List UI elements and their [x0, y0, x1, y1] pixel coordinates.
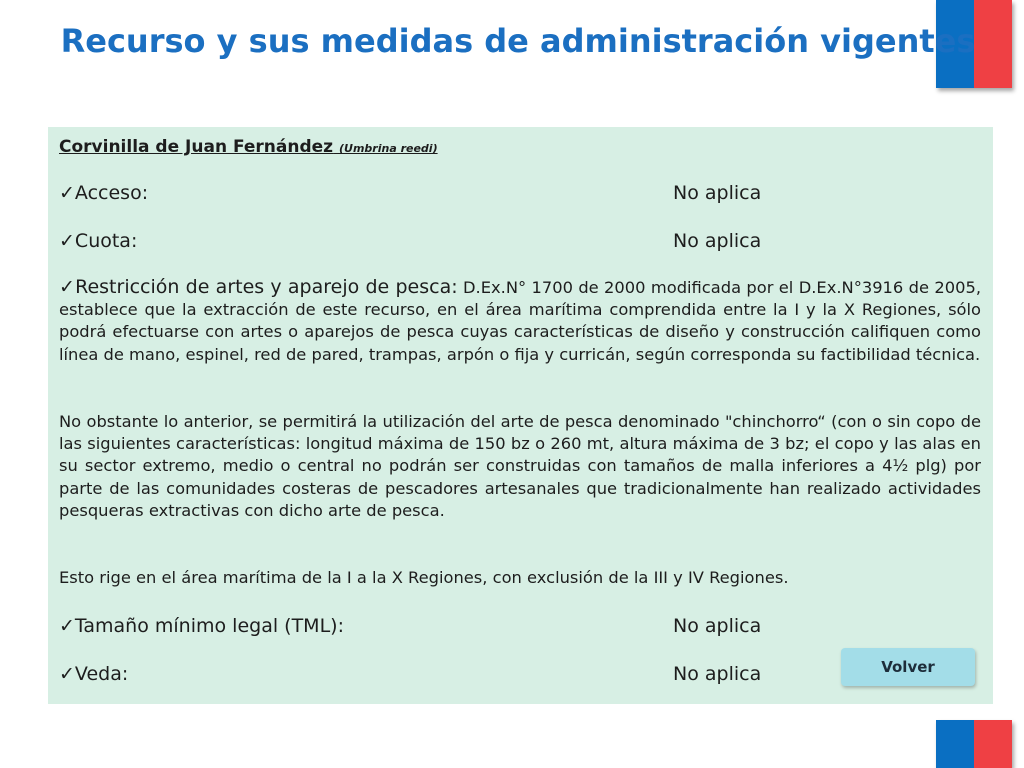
- measure-veda-value: No aplica: [673, 663, 762, 685]
- regions-paragraph: Esto rige en el área marítima de la I a la X Regiones, con exclusión de la III y IV Regiones.: [59, 568, 789, 587]
- measure-restriccion-text: D.Ex.N° 1700 de 2000 modificada por el D.Ex.N°3916 de 2005, establece que la extracción de este recurso, en el área marítima comprendida entre la I y la X Regiones, sólo podrá efectuarse con artes o aparejos de pesca cuyas características de diseño y construcción califiquen como línea de mano, espinel, red de pared, trampas, arpón o fija y curricán, según corresponda su factibilidad técnica.: [59, 278, 981, 364]
- flag-red-stripe: [974, 720, 1012, 768]
- resource-name: [59, 136, 438, 160]
- checkmark-icon: ✓: [59, 230, 75, 252]
- measure-cuota-label: Cuota:: [74, 230, 138, 252]
- checkmark-icon: ✓: [59, 615, 75, 637]
- resource-common-name: Corvinilla de Juan Fernández: [59, 137, 334, 157]
- checkmark-icon: ✓: [59, 276, 76, 298]
- flag-red-stripe: [974, 0, 1012, 88]
- content-panel: [48, 127, 993, 704]
- resource-scientific-name: (Umbrina reedi): [339, 142, 438, 155]
- page-title: Recurso y sus medidas de administración vigentes: [60, 22, 976, 60]
- measure-tml-label: Tamaño mínimo legal (TML):: [74, 615, 344, 637]
- checkmark-icon: ✓: [59, 182, 75, 204]
- measure-cuota: [59, 229, 981, 253]
- measure-acceso: [59, 181, 981, 205]
- flag-decoration-bottom: [936, 720, 1012, 768]
- volver-button[interactable]: Volver: [841, 648, 975, 686]
- measure-veda-label: Veda:: [74, 663, 129, 685]
- flag-blue-stripe: [936, 720, 974, 768]
- measure-restriccion: [59, 276, 981, 366]
- measure-cuota-value: No aplica: [673, 230, 762, 252]
- measure-acceso-value: No aplica: [673, 182, 762, 204]
- measure-tml: [59, 614, 981, 638]
- measure-acceso-label: Acceso:: [74, 182, 149, 204]
- chinchorro-paragraph: No obstante lo anterior, se permitirá la utilización del arte de pesca denominado "chinchorro“ (con o sin copo de las siguientes características: longitud máxima de 150 bz o 260 mt, altura máxima de 3 bz; el copo y las alas en su sector extremo, medio o central no podrán ser construidas con tamaños de malla inferiores a 4½ plg) por parte de las comunidades costeras de pescadores artesanales que tradicionalmente han realizado actividades pesqueras extractivas con dicho arte de pesca.: [59, 412, 981, 520]
- measure-restriccion-label: Restricción de artes y aparejo de pesca:: [75, 276, 458, 298]
- measure-tml-value: No aplica: [673, 615, 762, 637]
- checkmark-icon: ✓: [59, 663, 75, 685]
